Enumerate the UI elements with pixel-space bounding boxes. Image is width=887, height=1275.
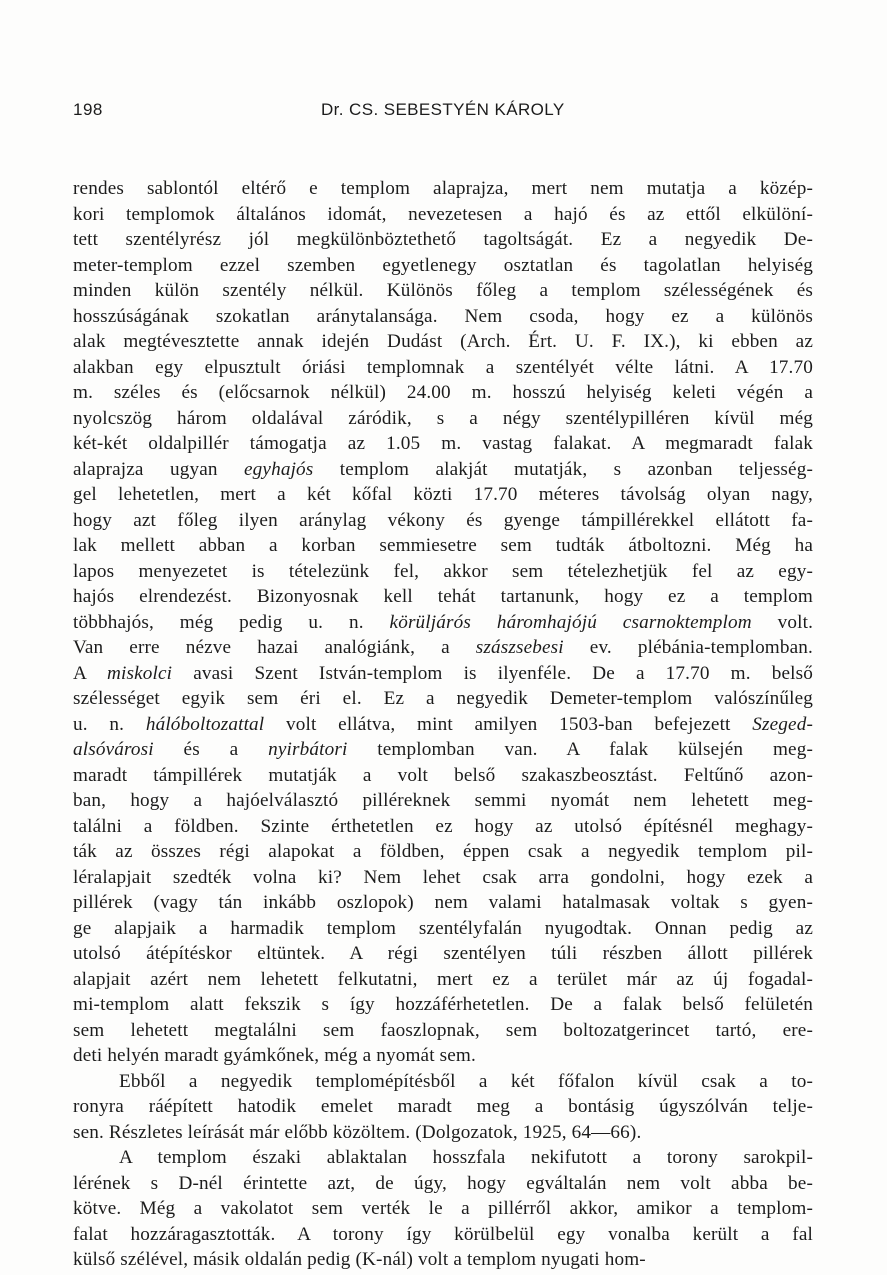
paragraph <box>73 1145 813 1273</box>
text-run: u. n. <box>73 713 146 735</box>
text-run: rendes sablontól eltérő e templom alaprajza, mert nem mutatja a közép- <box>73 178 813 199</box>
text-run: ták az összes régi alapokat a földben, éppen csak a negyedik templom pil- <box>73 841 813 862</box>
text-run: Van erre nézve hazai analógiánk, a <box>73 637 476 658</box>
text-run: alak megtévesztette annak idején Dudást (Arch. Ért. U. F. IX.), ki ebben az <box>73 331 813 352</box>
text-run: lak mellett abban a korban semmiesetre sem tudták átboltozni. Még ha <box>73 535 813 556</box>
text-run: mi-templom alatt fekszik s így hozzáférhetetlen. De a falak belső felületén <box>73 994 813 1015</box>
italic-text: nyirbátori <box>268 739 348 760</box>
text-run: találni a földben. Szinte érthetetlen ez hogy az utolsó építésnél meghagy- <box>73 815 813 837</box>
text-run: utolsó átépítéskor eltüntek. A régi szentélyen túli részben állott pillérek <box>73 943 813 964</box>
text-line <box>73 584 813 610</box>
text-line <box>73 916 813 942</box>
italic-text: szászsebesi <box>475 637 564 658</box>
text-run: tett szentélyrész jól megkülönböztethető tagoltságát. Ez a negyedik De- <box>73 229 813 250</box>
text-run: szélességet egyik sem éri el. Ez a negyedik Demeter-templom valószínűleg <box>73 688 813 709</box>
text-run: A templom északi ablaktalan hosszfala nekifutott a torony sarokpil- <box>119 1147 813 1168</box>
text-line <box>73 610 813 636</box>
text-line <box>73 839 813 865</box>
text-run: hosszúságának szokatlan aránytalansága. Nem csoda, hogy ez a különös <box>73 305 813 327</box>
text-line <box>73 814 813 840</box>
italic-text: miskolci <box>107 662 173 684</box>
text-run: sen. Részletes leírását már előbb közöltem. (Dolgozatok, 1925, 64—66). <box>73 1121 642 1143</box>
text-line <box>73 1094 813 1120</box>
text-line <box>73 890 813 916</box>
text-line <box>73 1120 813 1146</box>
text-line <box>73 1222 813 1248</box>
text-line <box>73 227 813 253</box>
text-run: ge alapjaik a harmadik templom szentélyfalán nyugodtak. Onnan pedig az <box>73 917 813 939</box>
text-line <box>73 304 813 330</box>
text-line <box>73 1247 813 1273</box>
text-line <box>73 329 813 355</box>
text-run: sem lehetett megtalálni sem faoszlopnak, sem boltozatgerincet tartó, ere- <box>73 1019 813 1041</box>
italic-text: Szeged- <box>752 713 813 735</box>
text-line <box>73 992 813 1018</box>
text-line <box>73 406 813 432</box>
text-line <box>73 176 813 202</box>
text-run: két-két oldalpillér támogatja az 1.05 m. vastag falakat. A megmaradt falak <box>73 433 813 454</box>
text-line <box>73 712 813 738</box>
italic-text: alsóvárosi <box>73 739 154 760</box>
body-text <box>73 176 813 1273</box>
text-run: és a <box>153 739 269 760</box>
text-run: maradt támpillérek mutatják a volt belső szakaszbeosztást. Feltűnő azon- <box>73 764 813 786</box>
text-run: meter-templom ezzel szemben egyetlenegy osztatlan és tagolatlan helyiség <box>73 254 813 276</box>
text-line <box>73 1043 813 1069</box>
text-line <box>73 431 813 457</box>
text-line <box>73 967 813 993</box>
page-number: 198 <box>73 100 103 119</box>
text-run: volt ellátva, mint amilyen 1503-ban befejezett <box>264 713 753 735</box>
text-run: m. széles és (előcsarnok nélkül) 24.00 m. hosszú helyiség keleti végén a <box>73 382 813 403</box>
text-line <box>73 661 813 687</box>
text-line <box>73 380 813 406</box>
text-run: volt. <box>751 611 814 633</box>
text-run: ev. plébánia-templomban. <box>563 637 813 658</box>
text-line <box>73 457 813 483</box>
text-run: nyolcszög három oldalával záródik, s a négy szentélypilléren kívül még <box>73 407 813 429</box>
text-line <box>73 508 813 534</box>
text-run: alakban egy elpusztult óriási templomnak a szentélyét vélte látni. A 17.70 <box>73 356 813 378</box>
text-run: gel lehetetlen, mert a két kőfal közti 17.70 méteres távolság olyan nagy, <box>73 484 813 505</box>
page-header <box>73 100 813 124</box>
running-head: Dr. CS. SEBESTYÉN KÁROLY <box>321 100 565 119</box>
text-run: Ebből a negyedik templomépítésből a két főfalon kívül csak a to- <box>119 1070 813 1092</box>
text-run: alapjait azért nem lehetett felkutatni, mert ez a terület már az új fogadal- <box>73 968 813 990</box>
text-run: ban, hogy a hajóelválasztó pilléreknek semmi nyomát nem lehetett meg- <box>73 790 813 811</box>
text-line <box>73 202 813 228</box>
paragraph <box>73 176 813 1069</box>
text-run: minden külön szentély nélkül. Különös főleg a templom szélességének és <box>73 280 813 301</box>
text-line <box>73 482 813 508</box>
paragraph <box>73 1069 813 1146</box>
text-line <box>73 533 813 559</box>
text-run: templomban van. A falak külsején meg- <box>347 739 813 760</box>
italic-text: egyhajós <box>244 458 314 480</box>
text-line <box>73 559 813 585</box>
text-line <box>73 865 813 891</box>
text-line <box>73 278 813 304</box>
text-run: ronyra ráépített hatodik emelet maradt meg a bontásig úgyszólván telje- <box>73 1096 813 1117</box>
italic-text: hálóboltozattal <box>145 713 265 735</box>
text-line <box>73 1171 813 1197</box>
text-run: alaprajza ugyan <box>73 458 244 480</box>
text-run: kötve. Még a vakolatot sem verték le a pillérről akkor, amikor a templom- <box>73 1198 813 1219</box>
text-line <box>73 686 813 712</box>
text-line <box>73 253 813 279</box>
text-line <box>73 737 813 763</box>
text-run: kori templomok általános idomát, nevezetesen a hajó és az ettől elkülöní- <box>73 203 813 225</box>
text-run: külső szélével, másik oldalán pedig (K-nál) volt a templom nyugati hom- <box>73 1249 646 1270</box>
text-line <box>73 1196 813 1222</box>
text-run: hogy azt főleg ilyen aránylag vékony és gyenge támpillérekkel ellátott fa- <box>73 509 813 531</box>
text-run: avasi Szent István-templom is ilyenféle. De a 17.70 m. belső <box>172 662 813 684</box>
text-run: falat hozzáragasztották. A torony így körülbelül egy vonalba került a fal <box>73 1223 813 1245</box>
text-line <box>73 635 813 661</box>
text-run: lapos menyezetet is tételezünk fel, akkor sem tételezhetjük fel az egy- <box>73 560 813 582</box>
italic-text: körüljárós háromhajójú csarnoktemplom <box>389 611 752 633</box>
text-line <box>73 941 813 967</box>
text-line <box>73 1018 813 1044</box>
text-line <box>73 355 813 381</box>
text-run: pillérek (vagy tán inkább oszlopok) nem valami hatalmasak voltak s gyen- <box>73 892 813 913</box>
text-run: lérének s D-nél érintette azt, de úgy, hogy egváltalán nem volt abba be- <box>73 1172 813 1194</box>
text-line <box>73 788 813 814</box>
text-line <box>73 763 813 789</box>
text-run: A <box>73 662 108 684</box>
text-line <box>73 1145 813 1171</box>
text-run: többhajós, még pedig u. n. <box>73 611 390 633</box>
text-run: deti helyén maradt gyámkőnek, még a nyomát sem. <box>73 1045 476 1066</box>
text-line <box>73 1069 813 1095</box>
text-run: léralapjait szedték volna ki? Nem lehet csak arra gondolni, hogy ezek a <box>73 866 813 888</box>
text-run: templom alakját mutatják, s azonban teljesség- <box>313 458 813 480</box>
text-run: hajós elrendezést. Bizonyosnak kell tehát tartanunk, hogy ez a templom <box>73 586 813 607</box>
